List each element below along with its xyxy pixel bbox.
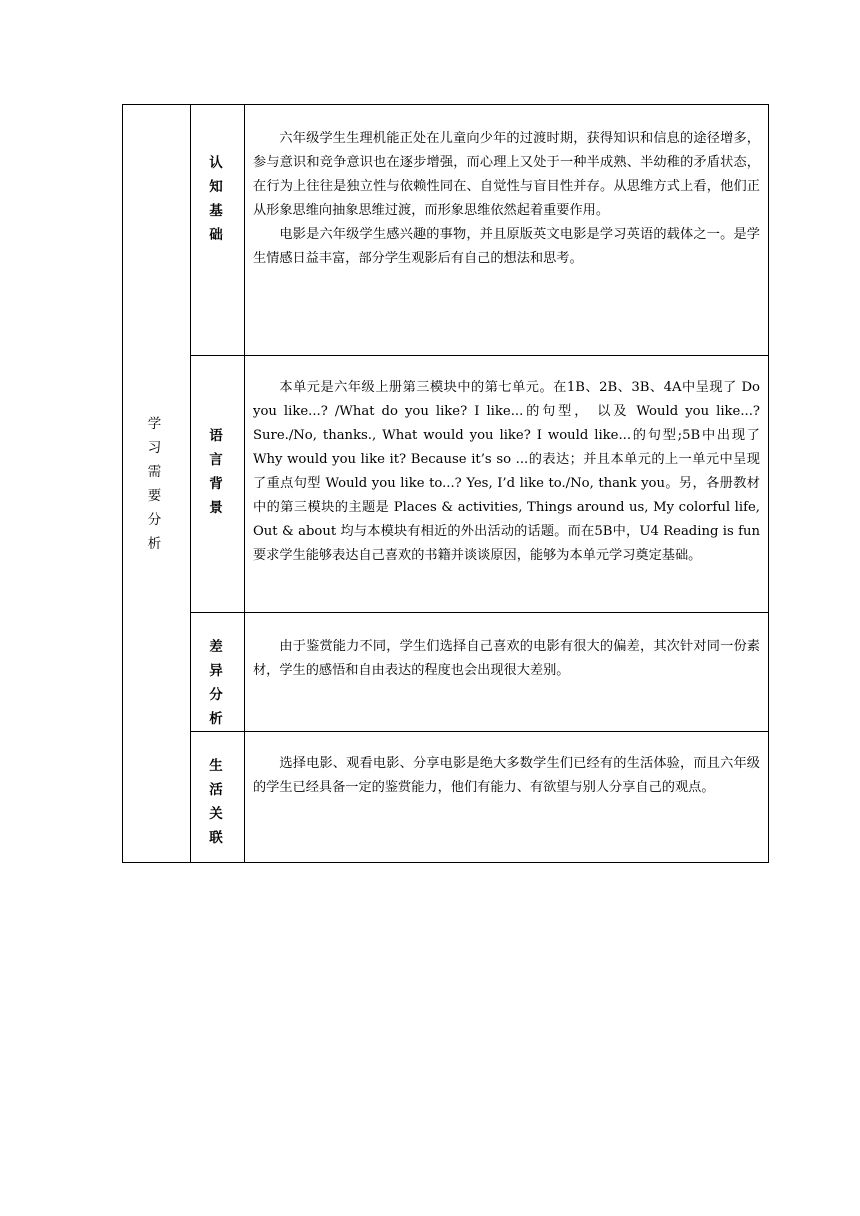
- paragraph: 选择电影、观看电影、分享电影是绝大多数学生们已经有的生活体验，而且六年级的学生已经具备一定的鉴赏能力，他们有能力、有欲望与别人分享自己的观点。: [253, 756, 760, 795]
- table-row-life-connection: [123, 732, 769, 863]
- paragraph: 电影是六年级学生感兴趣的事物，并且原版英文电影是学习英语的载体之一。是学生情感日益丰富，部分学生观影后有自己的想法和思考。: [253, 227, 760, 266]
- content-text: [245, 732, 768, 800]
- content-cell: [245, 356, 769, 613]
- table-row-cognitive-basis: [123, 105, 769, 356]
- category-cell: [191, 105, 245, 356]
- category-cell: [191, 613, 245, 732]
- content-text: [245, 356, 768, 568]
- learning-needs-table: [122, 104, 769, 863]
- category-label: 语言背景: [209, 428, 232, 516]
- content-cell: [245, 732, 769, 863]
- paragraph: 本单元是六年级上册第三模块中的第七单元。在1B、2B、3B、4A中呈现了 Do you like...? /What do you like? I like...的句型， 以及 Would you like...? Sure./No, thanks., What would you like? I would like...的句型;5B中出现了 Why would you like it? Because it’s so ...的表达；并且本单元的上一单元中呈现了重点句型 Would you like to...? Yes, I’d like to./No, thank you。另，各册教材中的第三模块的主题是 Places & activities, Things around us, My colorful life, Out & about 均与本模块有相近的外出活动的话题。而在5B中，U4 Reading is fun 要求学生能够表达自己喜欢的书籍并谈谈原因，能够为本单元学习奠定基础。: [253, 380, 760, 563]
- table-row-difference-analysis: [123, 613, 769, 732]
- table-row-language-background: [123, 356, 769, 613]
- category-label: 生活关联: [209, 758, 232, 846]
- category-label: 认知基础: [209, 155, 232, 243]
- content-cell: [245, 105, 769, 356]
- section-cell: [123, 105, 191, 863]
- category-cell: [191, 356, 245, 613]
- content-text: [245, 105, 768, 271]
- section-label: 学习需要分析: [147, 415, 172, 552]
- paragraph: 由于鉴赏能力不同，学生们选择自己喜欢的电影有很大的偏差，其次针对同一份素材，学生的感悟和自由表达的程度也会出现很大差别。: [253, 639, 760, 678]
- paragraph: 六年级学生生理机能正处在儿童向少年的过渡时期，获得知识和信息的途径增多，参与意识和竞争意识也在逐步增强，而心理上又处于一种半成熟、半幼稚的矛盾状态，在行为上往往是独立性与依赖性同在、自觉性与盲目性并存。从思维方式上看，他们正从形象思维向抽象思维过渡，而形象思维依然起着重要作用。: [253, 131, 760, 218]
- content-text: [245, 613, 768, 683]
- category-label: 差异分析: [209, 639, 232, 727]
- category-cell: [191, 732, 245, 863]
- content-cell: [245, 613, 769, 732]
